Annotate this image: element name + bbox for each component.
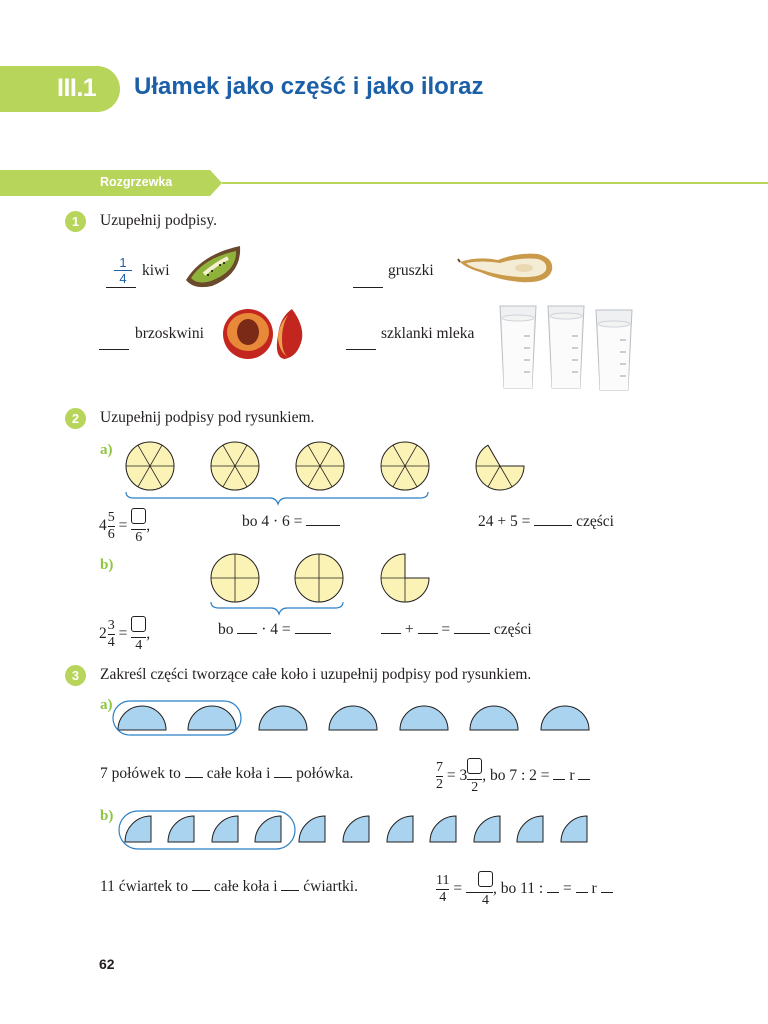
ex2a-calc2 [478, 513, 614, 531]
ex3b-f-num: 11 [436, 872, 450, 888]
ex3b-blank-4[interactable] [547, 880, 559, 893]
ex3a-blank-4[interactable] [578, 767, 590, 780]
ex2b-blank-4[interactable] [418, 621, 438, 634]
ex3a-blank-1[interactable] [185, 765, 203, 778]
exercise-2b-letter: b) [100, 557, 114, 573]
ex3a-blank-2[interactable] [274, 765, 292, 778]
ex3b-t3: ćwiartki. [303, 878, 358, 895]
ex3b-blank-2[interactable] [281, 878, 299, 891]
kiwi-answer-line [106, 287, 136, 288]
ex2b-calc2 [381, 621, 532, 639]
halves-shapes [112, 700, 612, 740]
exercise-1-badge: 1 [65, 211, 86, 232]
ex3b-blank-5[interactable] [576, 880, 588, 893]
pear-answer-line [353, 287, 383, 288]
kiwi-frac-num: 1 [119, 255, 127, 270]
ex2b-mixed-equation: 2 $\frac{3}{4}$ = 4 , [99, 617, 151, 653]
ex2a-calc1-text: bo 4 · 6 = [242, 513, 303, 530]
ex2a-num: 5 [107, 509, 115, 525]
ex2b-rhs-den: 4 [135, 637, 143, 653]
ex2b-den: 4 [107, 634, 115, 650]
ex3b-f-den: 4 [439, 889, 447, 905]
ex2a-mixed-equation: 4 $\frac{5}{6}$ = 6 , [99, 509, 151, 545]
section-label: Rozgrzewka [100, 175, 173, 189]
exercise-3a-letter: a) [100, 697, 113, 713]
ex3a-eq-whole: = 3 [446, 766, 468, 784]
kiwi-slice-image [182, 244, 244, 290]
exercise-3b-letter: b) [100, 808, 114, 824]
kiwi-fraction-answer [108, 256, 138, 285]
ex2a-calc1 [242, 513, 340, 531]
ex3b-t4: , bo 11 : [492, 879, 544, 897]
ex2a-suffix: części [576, 513, 614, 530]
ex3a-sentence [100, 765, 353, 783]
ex3a-blank-3[interactable] [553, 767, 565, 780]
ex2b-calc1-post: · 4 = [261, 621, 291, 638]
ex3b-blank-1[interactable] [192, 878, 210, 891]
milk-answer-line [346, 349, 376, 350]
ex3a-t1: 7 połówek to [100, 765, 181, 782]
ex3a-equation [436, 758, 590, 795]
ex3a-f-num: 7 [436, 759, 443, 775]
ex3b-blank-3[interactable] [466, 880, 478, 893]
ex2b-calc1-pre: bo [218, 621, 234, 638]
page-number: 62 [99, 956, 115, 972]
ex3a-f-den: 2 [436, 776, 443, 792]
ex3b-blank-6[interactable] [601, 880, 613, 893]
ex2b-suffix: części [493, 621, 532, 638]
ex2a-den: 6 [107, 526, 115, 542]
ex2b-blank-5[interactable] [454, 621, 490, 634]
page-title: Ułamek jako część i jako iloraz [134, 73, 484, 100]
sixths-circles [120, 438, 560, 504]
ex3b-answer-box[interactable] [478, 871, 493, 887]
exercise-3-badge: 3 [65, 665, 86, 686]
ex2b-blank-2[interactable] [295, 621, 331, 634]
ex3b-t5: = [562, 879, 572, 897]
ex3a-t2: całe koła i [206, 765, 271, 782]
ex2a-blank-1[interactable] [306, 513, 340, 526]
ex3b-equation [436, 871, 613, 908]
pear-label: gruszki [388, 262, 434, 279]
ex2a-answer-box[interactable] [131, 508, 146, 524]
kiwi-label: kiwi [142, 262, 170, 279]
ex3a-answer-box[interactable] [467, 758, 482, 774]
peach-image [222, 305, 306, 363]
ex2b-blank-3[interactable] [381, 621, 401, 634]
ex3b-eq: = [453, 879, 463, 897]
exercise-3-instruction: Zakreśl części tworzące całe koło i uzupełnij podpisy pod rysunkiem. [100, 666, 532, 683]
ex2b-plus: + [404, 621, 414, 638]
exercise-1-instruction: Uzupełnij podpisy. [100, 212, 217, 229]
peach-label: brzoskwini [135, 325, 204, 342]
exercise-2-badge: 2 [65, 408, 86, 429]
quarter-shapes [117, 810, 607, 852]
ex2b-whole: 2 [99, 624, 107, 642]
ex2b-num: 3 [107, 617, 115, 633]
ex2a-rhs-den: 6 [135, 529, 143, 545]
exercise-2a-letter: a) [100, 442, 113, 458]
ex3b-rhs-den: 4 [481, 892, 489, 908]
ex3b-t1: 11 ćwiartek to [100, 878, 189, 895]
ex3b-t6: r [591, 879, 597, 897]
ex2a-whole: 4 [99, 516, 107, 534]
milk-label: szklanki mleka [381, 325, 475, 342]
ex2a-calc2-text: 24 + 5 = [478, 513, 531, 530]
ex3a-t3: połówka. [296, 765, 354, 782]
exercise-2-instruction: Uzupełnij podpisy pod rysunkiem. [100, 409, 315, 426]
ex2a-blank-2[interactable] [534, 513, 572, 526]
kiwi-frac-den: 4 [119, 271, 127, 286]
ex3a-t4: , bo 7 : 2 = [482, 766, 550, 784]
pear-half-image [458, 250, 556, 286]
ex3b-t2: całe koła i [213, 878, 278, 895]
peach-answer-line [99, 349, 129, 350]
ex2b-answer-box[interactable] [131, 616, 146, 632]
milk-glasses-image [496, 304, 636, 392]
ex3b-sentence [100, 878, 358, 896]
ex3a-t5: r [569, 766, 575, 784]
ex3a-rhs-den: 2 [471, 779, 479, 795]
chapter-number: III.1 [57, 74, 97, 102]
ex2b-calc1 [218, 621, 331, 639]
quarters-circles [205, 550, 435, 616]
ex2b-eq: = [441, 621, 451, 638]
ex2b-blank-1[interactable] [237, 621, 257, 634]
